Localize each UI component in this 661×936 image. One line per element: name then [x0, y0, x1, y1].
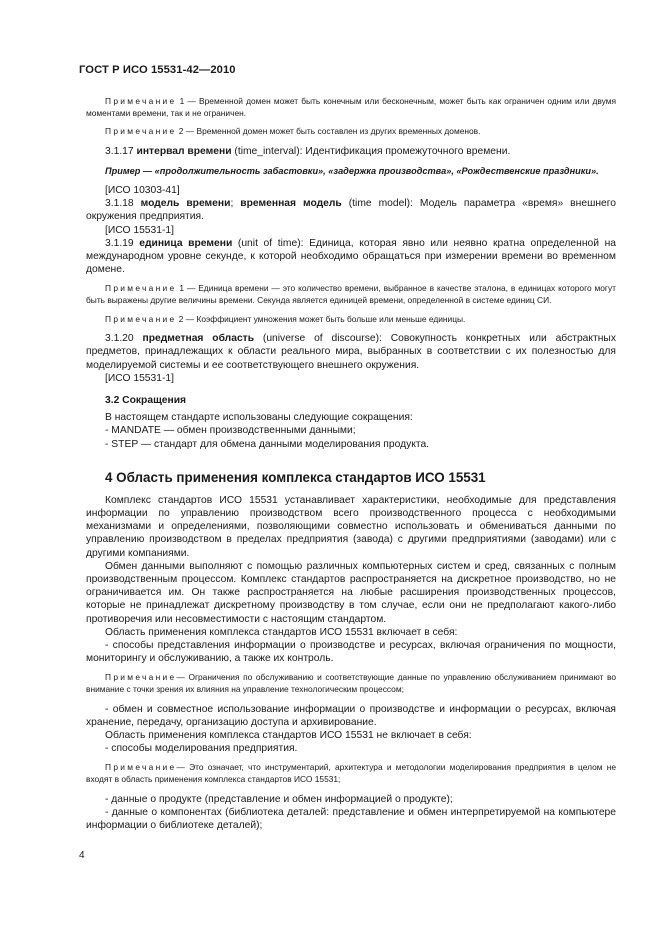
definition-term: модель времени — [140, 198, 231, 210]
scope-list-item: - данные о продукте (представление и обмен информацией о продукте); — [105, 793, 453, 805]
definition-3-1-18 — [86, 197, 616, 223]
note-unit-of-time-1 — [86, 283, 616, 306]
note-label: Примечание — [105, 313, 177, 324]
definition-text: (time model): Модель параметра «время» внешнего окружения предприятия. — [86, 198, 616, 223]
abbreviations-intro: В настоящем стандарте использованы следующие сокращения: — [105, 412, 413, 424]
scope-paragraph-1: Комплекс стандартов ИСО 15531 устанавливает характеристики, необходимые для представления информации по управлению производством всего производственного процесса с необходимыми механизмами и определениями, позволяющими совместно использовать и обмениваться данными по управлению производством в пределах предприятия (завода) с другими предприятиями (заводами) или с другими компаниями. — [86, 494, 616, 559]
example-paragraph — [86, 165, 616, 177]
reference-iso-15531-1-b: [ИСО 15531-1] — [105, 372, 174, 384]
definition-separator: ; — [230, 198, 241, 210]
note-enterprise-modeling — [86, 762, 616, 785]
scope-list-item: - способы моделирования предприятия. — [105, 743, 298, 755]
scope-list-item: - способы представления информации о производстве и ресурсах, включая ограничения по мощности, мониторингу и обслуживанию, а также их контроль. — [86, 640, 616, 665]
page-content — [86, 96, 616, 832]
scope-excludes-intro: Область применения комплекса стандартов ИСО 15531 не включает в себя: — [105, 730, 472, 742]
page-number: 4 — [79, 850, 85, 861]
note-label: Примечание — [105, 96, 177, 106]
scope-paragraph-2: Обмен данными выполняют с помощью различных компьютерных систем и сред, связанных с полным производственным процессом. Комплекс стандартов распространяется на дискретное производство, но не ограничивается им. Он также распространяется на любые расширения производственных процессов, которые не принадлежат дискретному производству в том случае, если они не предполагают какого-либо противоречия или несовместимости с настоящим стандартом. — [86, 560, 616, 625]
note-time-domain-1 — [86, 96, 616, 119]
note-text: 2 — Временной домен может быть составлен из других временных доменов. — [176, 126, 481, 137]
note-text: — Это означает, что инструментарий, архитектура и методологии моделирования предприятия в целом не входят в область применения комплекса стандартов ИСО 15531; — [86, 762, 616, 785]
definition-3-1-20 — [86, 332, 616, 372]
document-header: ГОСТ Р ИСО 15531-42—2010 — [79, 64, 236, 76]
note-label: Примечание — [105, 672, 177, 683]
section-heading-3-2: 3.2 Сокращения — [105, 395, 187, 406]
scope-list-item: - обмен и совместное использование информации о производстве и информации о ресурсах, включая хранение, передачу, организацию доступа и архивирование. — [86, 703, 616, 728]
note-time-domain-2 — [86, 126, 616, 138]
reference-iso-10303-41: [ИСО 10303-41] — [105, 184, 180, 196]
abbreviation-item-mandate: - MANDATE — обмен производственными данными; — [105, 425, 356, 437]
note-label: Примечание — [105, 762, 177, 773]
definition-text: (unit of time): Единица, которая явно или неявно кратна определенной на международном уровне секунде, к которой необходимо обращаться при измерении времени во временном домене. — [86, 237, 617, 276]
abbreviation-item-step: - STEP — стандарт для обмена данными моделирования продукта. — [105, 438, 430, 450]
definition-number: 3.1.17 — [105, 145, 137, 157]
note-text: 1 — Единица времени — это количество времени, выбранное в качестве эталона, в единицах которого могут быть выражены другие величины времени. Секунда является единицей времени, определенной в системе единиц СИ. — [86, 283, 616, 305]
definition-term: предметная область — [142, 333, 255, 345]
definition-number: 3.1.18 — [105, 198, 141, 210]
definition-3-1-17 — [86, 145, 616, 158]
example-label: Пример — [105, 165, 141, 176]
note-maintenance — [86, 672, 616, 695]
definition-text: (universe of discourse): Совокупность конкретных или абстрактных предметов, принадлежащих к области реального мира, выбранных в соответствии с их полезностью для моделируемой системы и ее соответствующего внешнего окружения. — [86, 333, 616, 371]
scope-list-item: - данные о компонентах (библиотека деталей: представление и обмен интерпретируемой на компьютере информации о библиотеке деталей); — [86, 806, 616, 832]
definition-number: 3.1.19 — [105, 237, 140, 249]
note-text: — Ограничения по обслуживанию и соответствующие данные по управлению обслуживанием принимают во внимание с точки зрения их влияния на управление технологическим процессом; — [86, 672, 616, 695]
note-text: 1 — Временной домен может быть конечным или бесконечным, может быть как ограничен одним или двумя моментами времени, так и не ограничен. — [86, 96, 616, 118]
definition-term: интервал времени — [136, 145, 232, 157]
example-text: — «продолжительность забастовки», «задержка производства», «Рождественские праздники». — [140, 165, 599, 176]
definition-term: единица времени — [139, 237, 233, 249]
note-text: 2 — Коэффициент умножения может быть больше или меньше единицы. — [176, 313, 466, 324]
definition-3-1-19 — [86, 237, 616, 277]
definition-term-alt: временная модель — [240, 198, 342, 210]
scope-includes-intro: Область применения комплекса стандартов ИСО 15531 включает в себя: — [105, 626, 458, 638]
definition-number: 3.1.20 — [105, 333, 143, 345]
definition-text: (time_interval): Идентификация промежуточного времени. — [231, 145, 511, 157]
reference-iso-15531-1: [ИСО 15531-1] — [105, 224, 174, 236]
section-heading-4: 4 Область применения комплекса стандартов ИСО 15531 — [105, 469, 486, 485]
note-label: Примечание — [105, 283, 177, 294]
note-unit-of-time-2 — [86, 314, 616, 326]
note-label: Примечание — [105, 126, 177, 137]
